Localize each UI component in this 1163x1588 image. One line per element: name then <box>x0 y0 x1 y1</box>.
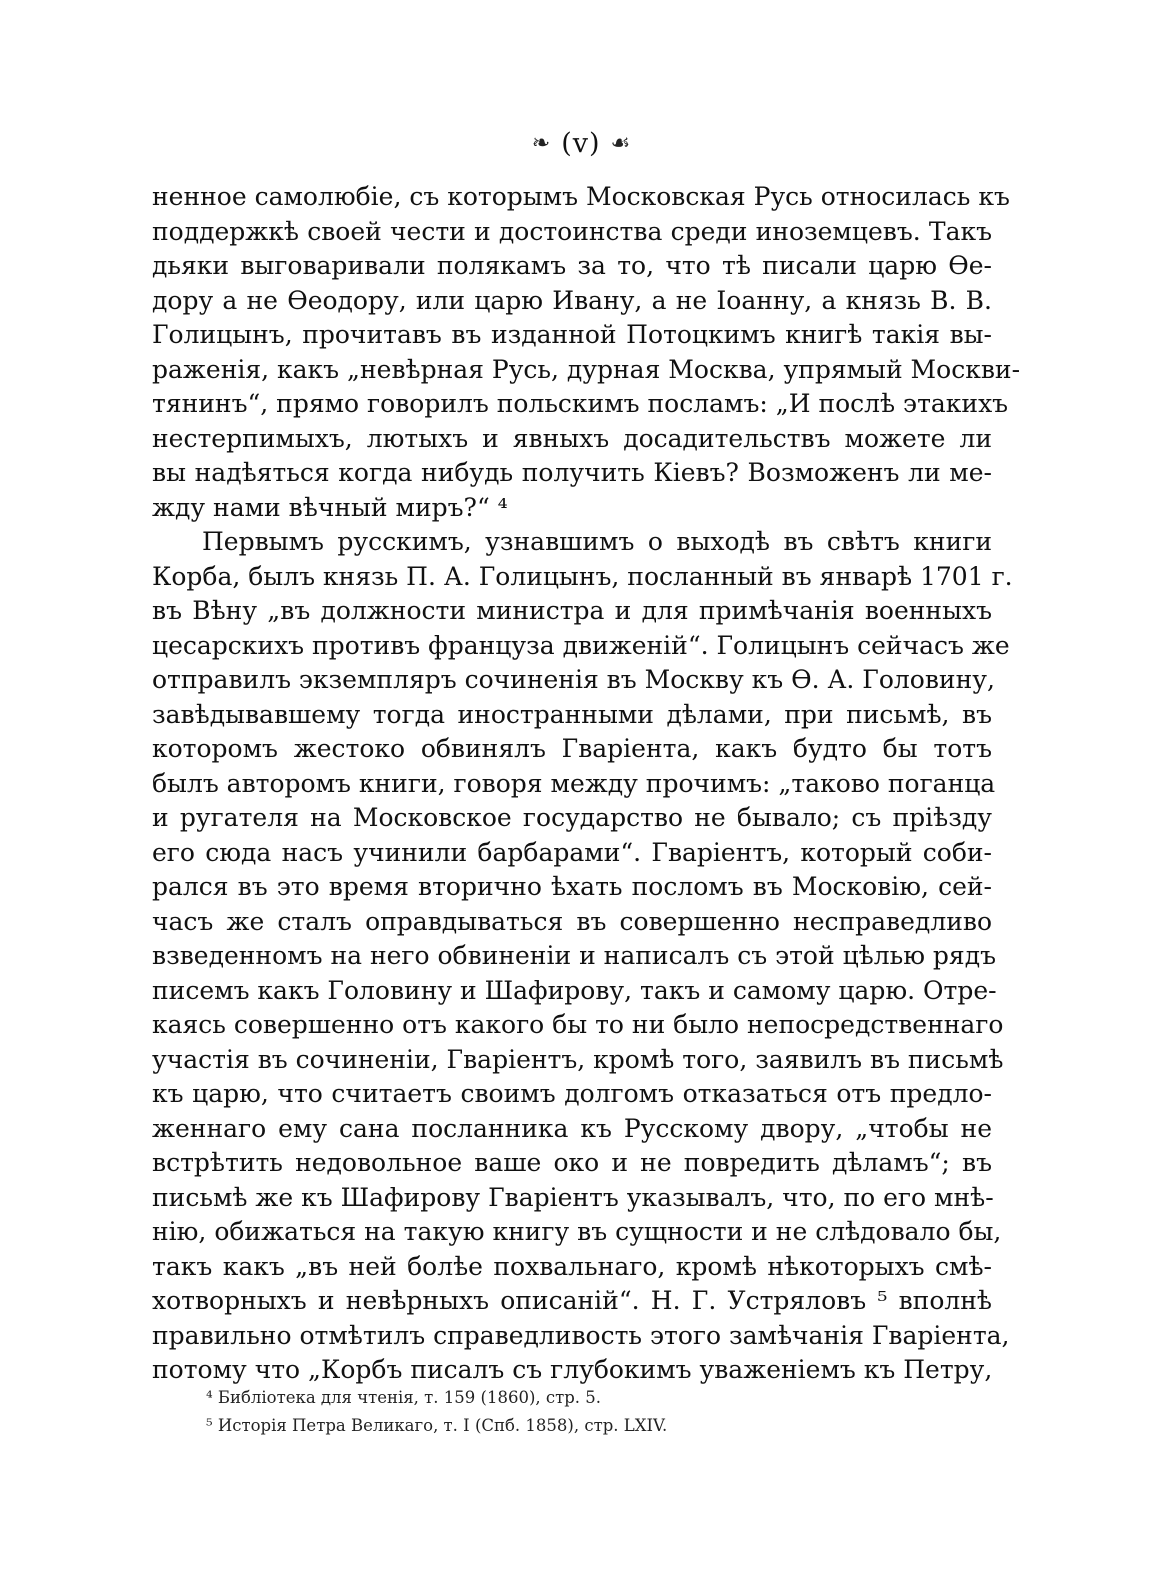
text-line: Первымъ русскимъ, узнавшимъ о выходѣ въ свѣтъ книги <box>202 527 992 556</box>
text-line: его сюда насъ учинили барбарами“. Гваріентъ, который соби- <box>152 837 992 867</box>
right-ornament-icon: ☙ <box>610 131 632 156</box>
text-line: нестерпимыхъ, лютыхъ и явныхъ досадительствъ можете ли <box>152 423 992 453</box>
text-line: писемъ какъ Головину и Шафирову, такъ и самому царю. Отре- <box>152 975 997 1005</box>
text-line: дору а не Ѳеодору, или царю Ивану, а не Іоанну, а князь В. В. <box>152 285 992 315</box>
text-line: часъ же сталъ оправдываться въ совершенно несправедливо <box>152 906 992 936</box>
footnote-4: ⁴ Библіотека для чтенія, т. 159 (1860), стр. 5. <box>206 1388 602 1407</box>
text-line: хотворныхъ и невѣрныхъ описаній“. Н. Г. Устряловъ ⁵ вполнѣ <box>152 1286 992 1315</box>
text-line: цесарскихъ противъ француза движеній“. Голицынъ сейчасъ же <box>152 630 1010 660</box>
text-line: письмѣ же къ Шафирову Гваріентъ указывалъ, что, по его мнѣ- <box>152 1182 994 1212</box>
paragraph-2 <box>152 525 1013 1388</box>
footnote-5: ⁵ Исторія Петра Великаго, т. I (Спб. 1858), стр. LXIV. <box>206 1416 668 1435</box>
text-line: раженія, какъ „невѣрная Русь, дурная Москва, упрямый Москви- <box>152 354 1021 384</box>
text-line: которомъ жестоко обвинялъ Гваріента, какъ будто бы тотъ <box>152 734 992 763</box>
text-line: встрѣтить недовольное ваше око и не повредить дѣламъ“; въ <box>152 1148 992 1177</box>
text-line: въ Вѣну „въ должности министра и для примѣчанія военныхъ <box>152 596 992 625</box>
text-line: правильно отмѣтилъ справедливость этого замѣчанія Гваріента, <box>152 1320 1010 1350</box>
footnotes <box>206 1384 966 1440</box>
text-line: Корба, былъ князь П. А. Голицынъ, посланный въ январѣ 1701 г. <box>152 561 1013 591</box>
text-line: жду нами вѣчный миръ?“ ⁴ <box>152 492 508 522</box>
text-line: женнаго ему сана посланника къ Русскому двору, „чтобы не <box>152 1113 992 1143</box>
text-line: взведенномъ на него обвиненіи и написалъ съ этой цѣлью рядъ <box>152 941 996 970</box>
text-line: участія въ сочиненіи, Гваріентъ, кромѣ того, заявилъ въ письмѣ <box>152 1044 1004 1074</box>
text-line: дьяки выговаривали полякамъ за то, что тѣ писали царю Ѳе- <box>152 251 992 280</box>
text-line: и ругателя на Московское государство не бывало; съ пріѣзду <box>152 803 992 832</box>
page-number: (v) <box>561 128 601 159</box>
text-line: каясь совершенно отъ какого бы то ни было непосредственнаго <box>152 1010 1004 1039</box>
text-line: ненное самолюбіе, съ которымъ Московская Русь относилась къ <box>152 182 1010 211</box>
page-header <box>0 128 1163 159</box>
text-line: нію, обижаться на такую книгу въ сущности и не слѣдовало бы, <box>152 1217 1002 1246</box>
text-line: вы надѣяться когда нибудь получить Кіевъ? Возможенъ ли ме- <box>152 458 992 487</box>
text-line: рался въ это время вторично ѣхать посломъ въ Московію, сей- <box>152 872 992 901</box>
left-ornament-icon: ❧ <box>531 131 552 156</box>
text-line: отправилъ экземпляръ сочиненія въ Москву къ Ѳ. А. Головину, <box>152 665 995 694</box>
text-line: къ царю, что считаетъ своимъ долгомъ отказаться отъ предло- <box>152 1079 992 1108</box>
text-line: завѣдывавшему тогда иностранными дѣлами, при письмѣ, въ <box>152 699 992 729</box>
body-text <box>152 180 1021 1388</box>
text-line: тянинъ“, прямо говорилъ польскимъ посламъ: „И послѣ этакихъ <box>152 389 1009 418</box>
text-line: такъ какъ „въ ней болѣе похвальнаго, кромѣ нѣкоторыхъ смѣ- <box>152 1251 992 1281</box>
text-line: былъ авторомъ книги, говоря между прочимъ: „таково поганца <box>152 768 996 798</box>
paragraph-1 <box>152 180 1021 525</box>
text-line: поддержкѣ своей чести и достоинства среди иноземцевъ. Такъ <box>152 216 992 246</box>
text-line: Голицынъ, прочитавъ въ изданной Потоцкимъ книгѣ такія вы- <box>152 320 992 349</box>
text-line: потому что „Корбъ писалъ съ глубокимъ уваженіемъ къ Петру, <box>152 1355 993 1384</box>
